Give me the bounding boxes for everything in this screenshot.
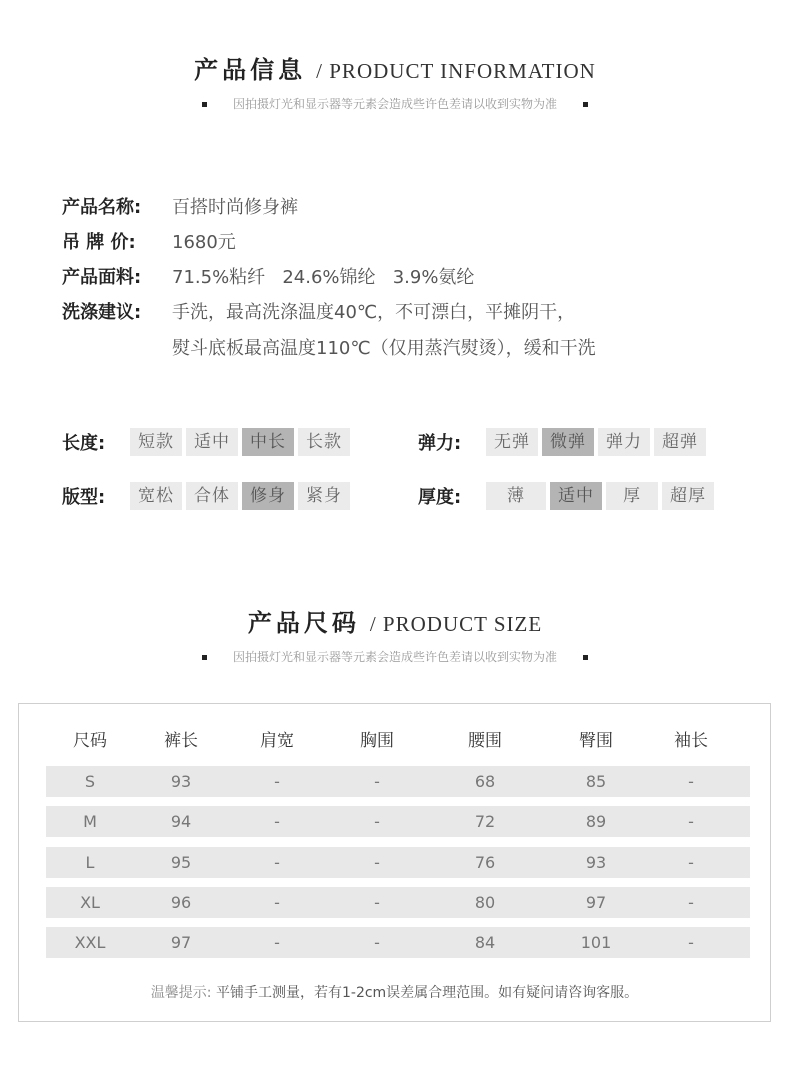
info-row-name	[62, 190, 596, 225]
table-cell: 94	[170, 812, 192, 831]
table-row	[46, 887, 750, 918]
square-bullet-icon	[583, 102, 588, 107]
table-cell: -	[274, 933, 280, 952]
size-title-zh: 产品尺码	[247, 609, 360, 637]
thickness-attribute	[418, 482, 718, 510]
attr-label: 长度:	[62, 433, 106, 454]
table-cell: 85	[585, 772, 607, 791]
info-label: 产品面料:	[62, 267, 142, 288]
table-cell: 97	[170, 933, 192, 952]
column-header: 裤长	[164, 731, 198, 751]
fit-option: 紧身	[298, 482, 350, 510]
measurement-note	[19, 982, 770, 1002]
attr-label: 厚度:	[418, 487, 462, 508]
square-bullet-icon	[202, 102, 207, 107]
product-info-list	[62, 190, 596, 367]
table-cell: -	[688, 933, 694, 952]
size-subtitle	[0, 648, 790, 665]
info-label: 吊 牌 价:	[62, 232, 136, 253]
table-cell: -	[374, 893, 380, 912]
size-title	[0, 603, 790, 638]
table-cell: S	[84, 772, 96, 791]
care-line-1: 手洗，最高洗涤温度40℃，不可漂白，平摊阴干，	[172, 302, 576, 323]
info-value: 1680元	[172, 232, 236, 253]
attr-label: 版型:	[62, 487, 106, 508]
length-option-selected: 中长	[242, 428, 294, 456]
attr-label: 弹力:	[418, 433, 462, 454]
table-row	[46, 847, 750, 878]
info-row-care	[62, 295, 596, 367]
elasticity-option: 弹力	[598, 428, 650, 456]
elasticity-attribute	[418, 428, 710, 456]
size-subtitle-text: 因拍摄灯光和显示器等元素会造成些许色差请以收到实物为准	[232, 650, 557, 664]
table-cell: -	[374, 812, 380, 831]
thickness-option: 超厚	[662, 482, 714, 510]
table-cell: -	[274, 853, 280, 872]
table-cell: -	[374, 772, 380, 791]
table-row	[46, 806, 750, 837]
table-cell: -	[688, 853, 694, 872]
table-cell: M	[83, 812, 97, 831]
table-row	[46, 766, 750, 797]
table-cell: 101	[580, 933, 612, 952]
table-cell: 93	[585, 853, 607, 872]
square-bullet-icon	[583, 655, 588, 660]
info-section-header	[0, 50, 790, 112]
fit-option: 宽松	[130, 482, 182, 510]
fit-option-selected: 修身	[242, 482, 294, 510]
info-row-fabric	[62, 260, 596, 295]
thickness-option-selected: 适中	[550, 482, 602, 510]
column-header: 腰围	[468, 731, 502, 751]
column-header: 肩宽	[260, 731, 294, 751]
info-value	[172, 295, 596, 367]
thickness-option: 薄	[486, 482, 546, 510]
square-bullet-icon	[202, 655, 207, 660]
fit-attribute	[62, 482, 354, 510]
elasticity-option-selected: 微弹	[542, 428, 594, 456]
info-subtitle-text: 因拍摄灯光和显示器等元素会造成些许色差请以收到实物为准	[232, 97, 557, 111]
table-cell: XXL	[74, 933, 106, 952]
table-cell: -	[374, 933, 380, 952]
info-value: 71.5%粘纤 24.6%锦纶 3.9%氨纶	[172, 267, 475, 288]
table-cell: 76	[474, 853, 496, 872]
table-cell: 93	[170, 772, 192, 791]
care-line-2: 熨斗底板最高温度110℃（仅用蒸汽熨烫），缓和干洗	[172, 338, 596, 359]
column-header: 臀围	[579, 731, 613, 751]
table-cell: -	[688, 772, 694, 791]
info-label: 产品名称:	[62, 197, 142, 218]
table-cell: 95	[170, 853, 192, 872]
info-value: 百搭时尚修身裤	[172, 197, 298, 218]
info-title-en: / PRODUCT INFORMATION	[316, 59, 596, 83]
note-prefix: 温馨提示:	[150, 985, 212, 1001]
table-row	[46, 927, 750, 958]
length-option: 长款	[298, 428, 350, 456]
table-cell: 80	[474, 893, 496, 912]
length-option: 短款	[130, 428, 182, 456]
table-cell: 84	[474, 933, 496, 952]
table-cell: 97	[585, 893, 607, 912]
info-label: 洗涤建议:	[62, 302, 142, 323]
fit-option: 合体	[186, 482, 238, 510]
table-cell: -	[274, 893, 280, 912]
size-title-en: / PRODUCT SIZE	[369, 612, 543, 636]
table-cell: XL	[80, 893, 100, 912]
table-cell: 96	[170, 893, 192, 912]
size-section-header	[0, 603, 790, 665]
table-cell: 89	[585, 812, 607, 831]
table-cell: L	[85, 853, 95, 872]
length-attribute	[62, 428, 354, 456]
table-cell: -	[274, 772, 280, 791]
table-cell: -	[688, 893, 694, 912]
note-text: 平铺手工测量，若有1-2cm误差属合理范围。如有疑问请咨询客服。	[215, 985, 639, 1001]
table-cell: 72	[474, 812, 496, 831]
info-title	[0, 50, 790, 85]
info-subtitle	[0, 95, 790, 112]
column-header: 袖长	[674, 731, 708, 751]
column-header: 胸围	[360, 731, 394, 751]
elasticity-option: 超弹	[654, 428, 706, 456]
elasticity-option: 无弹	[486, 428, 538, 456]
size-table	[18, 703, 771, 1022]
info-row-price	[62, 225, 596, 260]
table-cell: -	[274, 812, 280, 831]
table-cell: 68	[474, 772, 496, 791]
table-cell: -	[374, 853, 380, 872]
size-table-header	[46, 726, 750, 750]
table-cell: -	[688, 812, 694, 831]
column-header: 尺码	[73, 731, 107, 751]
thickness-option: 厚	[606, 482, 658, 510]
length-option: 适中	[186, 428, 238, 456]
info-title-zh: 产品信息	[194, 56, 307, 84]
